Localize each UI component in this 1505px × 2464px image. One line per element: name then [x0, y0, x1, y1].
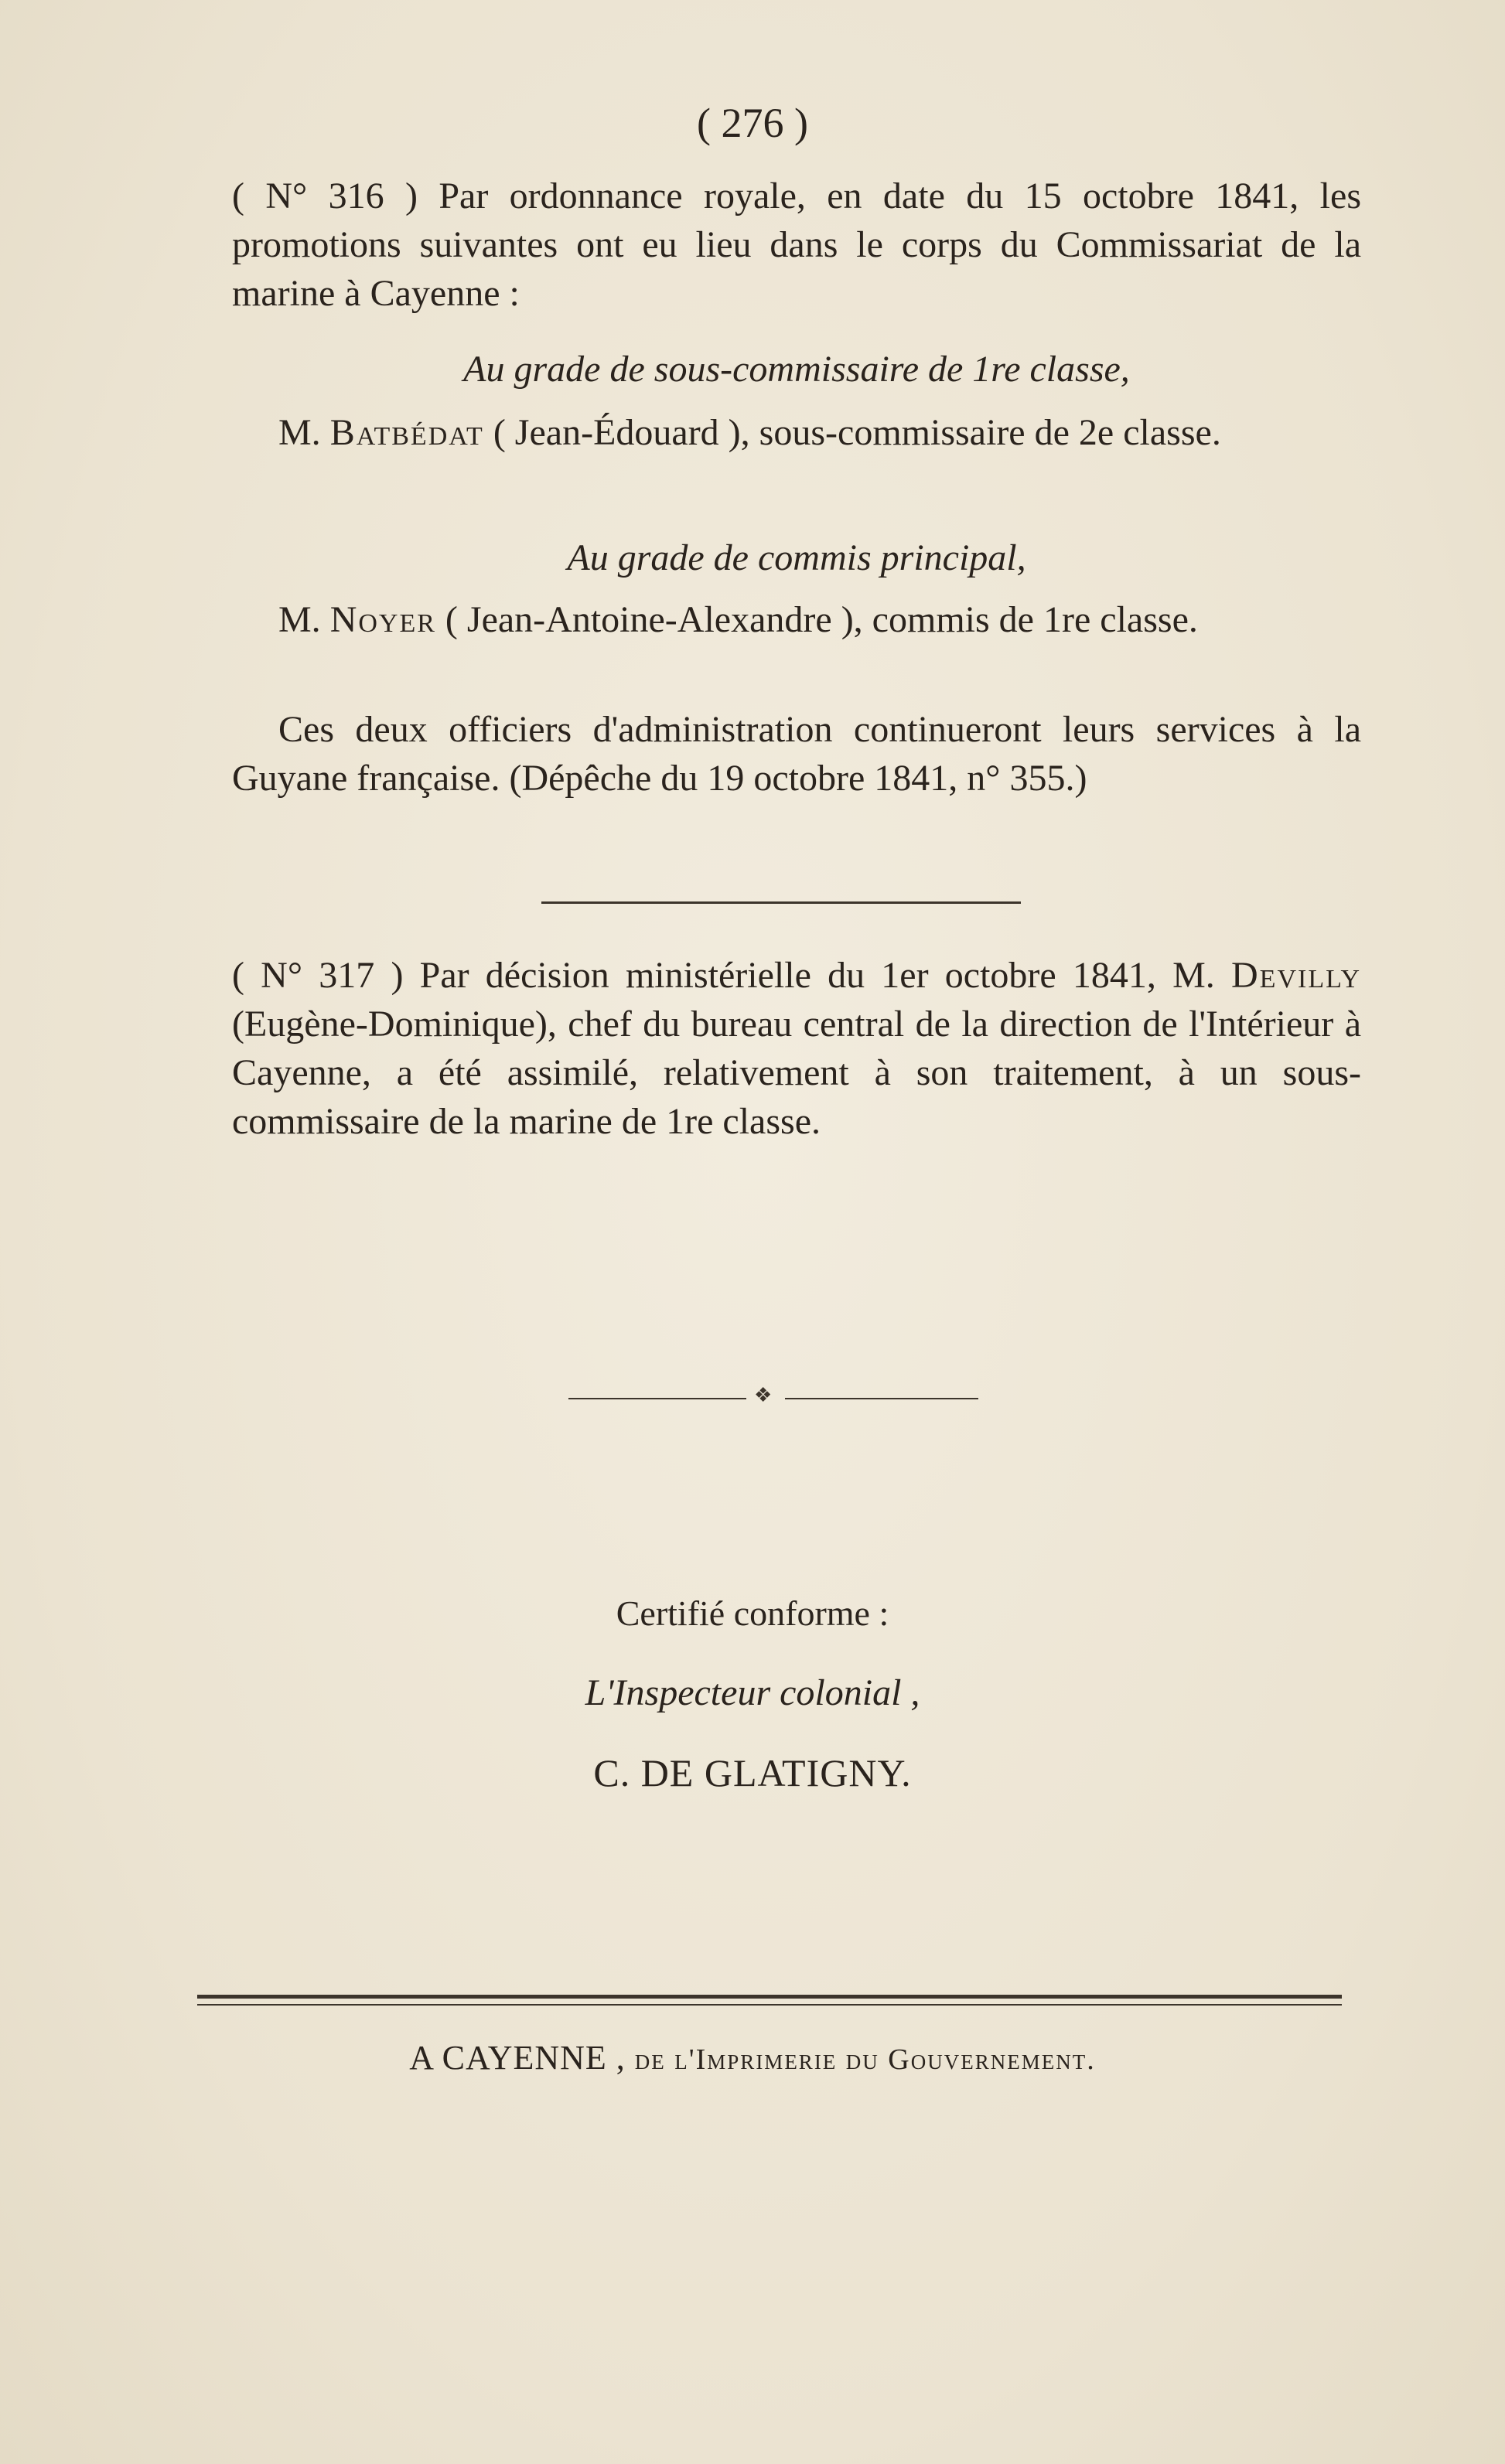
promotion-1-name: Batbédat	[329, 412, 484, 453]
ornament-rule-right	[785, 1398, 978, 1399]
promotion-2-rest: ( Jean-Antoine-Alexandre ), commis de 1re classe.	[445, 599, 1198, 640]
imprint-city: A CAYENNE ,	[409, 2039, 626, 2077]
heading-commis-principal: Au grade de commis principal,	[567, 537, 1026, 578]
imprint-footer	[0, 2038, 1505, 2077]
ornament-glyph: ❖	[754, 1384, 773, 1406]
promotion-1-rest: ( Jean-Édouard ), sous-commissaire de 2e classe.	[493, 412, 1221, 453]
promotion-2-prefix: M.	[278, 599, 321, 640]
page-number: ( 276 )	[697, 100, 808, 146]
entry-317-rest: (Eugène-Dominique), chef du bureau central de la direction de l'Intérieur à Cayenne, a été assimilé, relativement à son traitement, à un sous-commissaire de la marine de 1re classe.	[232, 1004, 1361, 1142]
promotion-noyer	[232, 595, 1361, 644]
heading-sous-commissaire: Au grade de sous-commissaire de 1re classe,	[463, 349, 1130, 390]
certification-signature: C. DE GLATIGNY.	[593, 1751, 912, 1794]
entry-316-opening: ( N° 316 ) Par ordonnance royale, en date du 15 octobre 1841, les promotions suivantes ont eu lieu dans le corps du Commissariat de la marine à Cayenne :	[232, 176, 1361, 314]
imprint-printer: de l'Imprimerie du Gouvernement.	[634, 2043, 1096, 2076]
entry-317-prefix: M.	[1172, 955, 1215, 996]
promotion-2-name: Noyer	[329, 599, 436, 640]
promotion-batbedat	[232, 408, 1361, 457]
entry-316-closing	[232, 705, 1361, 803]
certification-title: L'Inspecteur colonial ,	[585, 1672, 920, 1713]
entry-316-closing-text: Ces deux officiers d'administration continueront leurs services à la Guyane française. (Dépêche du 19 octobre 1841, n° 355.)	[232, 709, 1361, 799]
entry-317-opening: ( N° 317 ) Par décision ministérielle du 1er octobre 1841,	[232, 955, 1156, 996]
certification-line-1: Certifié conforme :	[616, 1593, 889, 1633]
footer-rule-thin	[197, 2004, 1342, 2006]
entry-317	[232, 951, 1361, 1146]
ornament-rule-left	[568, 1398, 746, 1399]
entry-317-name: Devilly	[1231, 955, 1362, 996]
separator-rule	[541, 901, 1021, 904]
footer-rule-thick	[197, 1995, 1342, 1999]
entry-316	[232, 172, 1361, 318]
promotion-1-prefix: M.	[278, 412, 321, 453]
